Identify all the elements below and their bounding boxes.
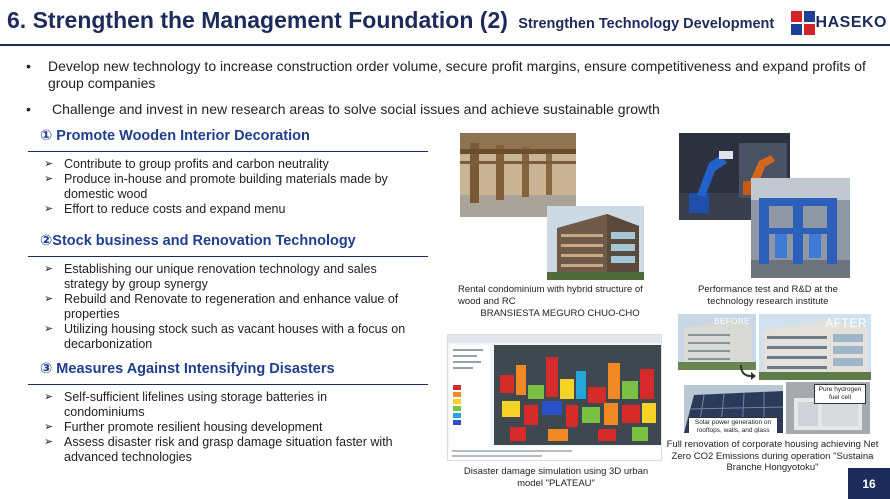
arrow-bullet-icon: ➢ — [44, 203, 54, 215]
list-item-text: Rebuild and Renovate to regeneration and enhance value of properties — [64, 292, 399, 321]
section-items-disasters — [44, 390, 434, 465]
hydrogen-note: Pure hydrogen fuel cell — [814, 384, 866, 404]
section-items-renovation — [44, 262, 439, 352]
intro-bullet — [26, 101, 866, 118]
list-item-text: Produce in-house and promote building materials made by domestic wood — [64, 172, 388, 201]
before-label: BEFORE — [714, 317, 750, 326]
arrow-bullet-icon: ➢ — [44, 158, 54, 170]
list-item — [44, 172, 414, 202]
list-item — [44, 390, 374, 420]
solar-note: Solar power generation on rooftops, walls, and glass — [688, 417, 778, 433]
arrow-bullet-icon: ➢ — [44, 173, 54, 185]
performance-test-photo — [751, 178, 850, 278]
plateau-simulation-screenshot — [447, 334, 662, 461]
page-title — [7, 7, 774, 34]
list-item — [44, 420, 434, 435]
arrow-bullet-icon: ➢ — [44, 436, 54, 448]
condominium-exterior-photo — [547, 206, 644, 280]
caption-rental-name: BRANSIESTA MEGURO CHUO-CHO — [480, 308, 640, 319]
renovation-after-photo — [759, 314, 871, 380]
solar-panel-photo — [684, 385, 783, 433]
intro-bullet-text: Challenge and invest in new research areas to solve social issues and achieve sustainable growth — [52, 101, 660, 117]
intro-bullet-text: Develop new technology to increase construction order volume, secure profit margins, ensure competitiveness and expand profits of group companies — [48, 58, 866, 91]
list-item-text: Effort to reduce costs and expand menu — [64, 202, 286, 216]
intro-bullets — [26, 58, 866, 127]
intro-bullet — [26, 58, 866, 92]
page-number: 16 — [848, 468, 890, 499]
list-item — [44, 262, 394, 292]
list-item — [44, 157, 444, 172]
caption-renovation: Full renovation of corporate housing achieving Net Zero CO2 Emissions during operation "Sustaina Branche Hongyotoku" — [666, 439, 879, 473]
arrow-bullet-icon: ➢ — [44, 391, 54, 403]
list-item — [44, 322, 439, 352]
list-item-text: Establishing our unique renovation technology and sales strategy by group synergy — [64, 262, 377, 291]
header-divider — [0, 44, 890, 46]
fuel-cell-photo — [786, 382, 870, 434]
section-title-disasters: ③ Measures Against Intensifying Disasters — [40, 361, 335, 377]
arrow-bullet-icon: ➢ — [44, 293, 54, 305]
logo-mark-icon — [791, 11, 811, 35]
bullet-dot: • — [26, 101, 31, 117]
caption-rental: Rental condominium with hybrid structure of wood and RC — [458, 284, 643, 307]
list-item — [44, 435, 404, 465]
page-subtitle: Strengthen Technology Development — [518, 16, 775, 32]
list-item-text: Contribute to group profits and carbon neutrality — [64, 157, 329, 171]
section-divider — [28, 151, 428, 152]
caption-disaster: Disaster damage simulation using 3D urban model "PLATEAU" — [463, 466, 649, 489]
arrow-bullet-icon: ➢ — [44, 323, 54, 335]
section-divider — [28, 256, 428, 257]
wooden-interior-photo — [460, 133, 576, 217]
list-item-text: Assess disaster risk and grasp damage situation faster with advanced technologies — [64, 435, 393, 464]
section-title-renovation: ②Stock business and Renovation Technology — [40, 233, 356, 249]
page-title-main: 6. Strengthen the Management Foundation (2) — [7, 7, 508, 33]
bullet-dot: • — [26, 58, 31, 74]
section-items-wooden — [44, 157, 444, 217]
slide-header — [0, 0, 890, 46]
logo-text: HASEKO — [815, 14, 887, 31]
curved-arrow-icon — [737, 362, 757, 382]
arrow-bullet-icon: ➢ — [44, 421, 54, 433]
list-item — [44, 292, 434, 322]
haseko-logo — [791, 8, 887, 38]
list-item-text: Further promote resilient housing development — [64, 420, 323, 434]
arrow-bullet-icon: ➢ — [44, 263, 54, 275]
list-item — [44, 202, 444, 217]
section-title-wooden: ① Promote Wooden Interior Decoration — [40, 128, 310, 144]
caption-performance: Performance test and R&D at the technology research institute — [698, 284, 838, 307]
list-item-text: Self-sufficient lifelines using storage batteries in condominiums — [64, 390, 328, 419]
after-label: AFTER — [825, 316, 867, 330]
list-item-text: Utilizing housing stock such as vacant houses with a focus on decarbonization — [64, 322, 406, 351]
section-divider — [28, 384, 428, 385]
